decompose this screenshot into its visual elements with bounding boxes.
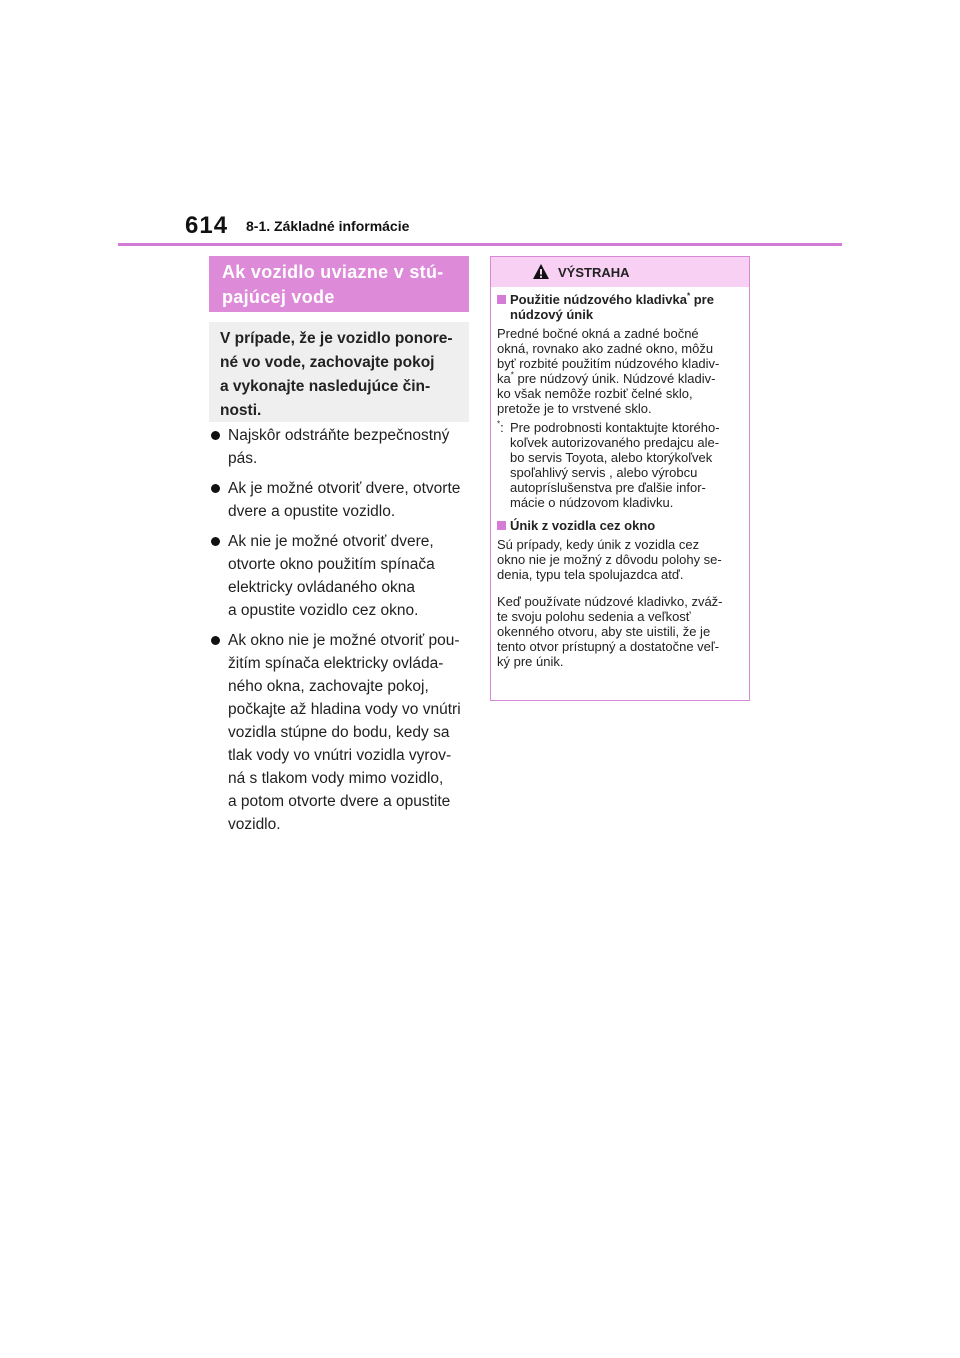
list-item-line: žitím spínača elektricky ovláda- <box>228 655 444 672</box>
list-item <box>209 477 471 523</box>
paragraph-line: okná, rovnako ako zadné okno, môžu <box>497 341 714 356</box>
bullet-icon <box>211 636 220 645</box>
list-item-line: Ak nie je možné otvoriť dvere, <box>228 533 434 550</box>
list-item-line: ného okna, zachovajte pokoj, <box>228 678 429 695</box>
square-bullet-icon <box>497 521 506 530</box>
paragraph-line: ko však nemôže rozbiť čelné sklo, <box>497 386 693 401</box>
list-item <box>209 530 471 622</box>
paragraph-line: tento otvor prístupný a dostatočne veľ- <box>497 639 720 654</box>
intro-line: a vykonajte nasledujúce čin- <box>220 378 431 395</box>
list-item-line: Ak je možné otvoriť dvere, otvorte <box>228 480 461 497</box>
header-rule <box>118 243 842 246</box>
footnote-asterisk: * <box>497 419 501 429</box>
bullet-icon <box>211 537 220 546</box>
paragraph-line: Sú prípady, kedy únik z vozidla cez <box>497 537 700 552</box>
paragraph-line: pretože je to vrstvené sklo. <box>497 401 652 416</box>
paragraph-line: byť rozbité použitím núdzového kladiv- <box>497 356 720 371</box>
footnote-line: autopríslušenstva pre ďalšie infor- <box>510 480 706 495</box>
warning-header <box>491 257 749 287</box>
paragraph-line: te svoju polohu sedenia a veľkosť <box>497 609 691 624</box>
section-title: 8-1. Základné informácie <box>246 218 410 234</box>
bullet-icon <box>211 484 220 493</box>
warning-paragraph <box>497 326 743 416</box>
footnote-line: spoľahlivý servis , alebo výrobcu <box>510 465 698 480</box>
warning-triangle-icon <box>532 263 550 280</box>
page-number: 614 <box>185 212 229 239</box>
intro-line: nosti. <box>220 402 262 419</box>
list-item-line: a opustite vozidlo cez okno. <box>228 602 419 619</box>
section-heading <box>209 256 469 312</box>
list-item-line: otvorte okno použitím spínača <box>228 556 435 573</box>
bullet-icon <box>211 431 220 440</box>
footnote-marker <box>497 420 504 435</box>
subheading-text: Použitie núdzového kladivka <box>510 292 687 307</box>
subheading-text: Únik z vozidla cez okno <box>510 518 656 533</box>
instruction-list <box>209 424 471 843</box>
intro-line: né vo vode, zachovajte pokoj <box>220 354 435 371</box>
paragraph-line: denia, typu tela spolujazdca atď. <box>497 567 684 582</box>
paragraph-text: ka <box>497 371 511 386</box>
paragraph-line: okenného otvoru, aby ste uistili, že je <box>497 624 711 639</box>
warning-subheading <box>497 518 743 533</box>
subheading-text: núdzový únik <box>510 307 594 322</box>
intro-line: V prípade, že je vozidlo ponore- <box>220 330 453 347</box>
footnote-line: koľvek autorizovaného predajcu ale- <box>510 435 720 450</box>
subheading-text: pre <box>690 292 714 307</box>
footnote-line: mácie o núdzovom kladivku. <box>510 495 674 510</box>
warning-paragraph <box>497 537 743 582</box>
list-item-line: elektricky ovládaného okna <box>228 579 415 596</box>
footnote-colon: : <box>500 420 504 435</box>
warning-title: VÝSTRAHA <box>558 265 630 280</box>
list-item-line: dvere a opustite vozidlo. <box>228 503 396 520</box>
list-item-line: ná s tlakom vody mimo vozidlo, <box>228 770 444 787</box>
list-item <box>209 424 471 470</box>
footnote-line: Pre podrobnosti kontaktujte ktorého- <box>510 420 720 435</box>
list-item-line: vozidla stúpne do bodu, kedy sa <box>228 724 450 741</box>
paragraph-line: Keď používate núdzové kladivko, zváž- <box>497 594 723 609</box>
list-item-line: tlak vody vo vnútri vozidla vyrov- <box>228 747 452 764</box>
list-item-line: a potom otvorte dvere a opustite <box>228 793 451 810</box>
footnote-asterisk: * <box>686 291 691 301</box>
paragraph-line: ký pre únik. <box>497 654 564 669</box>
paragraph-line: okno nie je možný z dôvodu polohy se- <box>497 552 722 567</box>
warning-content <box>491 287 749 669</box>
list-item-line: Najskôr odstráňte bezpečnostný <box>228 427 450 444</box>
heading-line: Ak vozidlo uviazne v stú- <box>222 262 444 282</box>
paragraph-text: pre núdzový únik. Núdzové kladiv- <box>513 371 716 386</box>
heading-line: pajúcej vode <box>222 287 335 307</box>
list-item <box>209 629 471 836</box>
list-item-line: vozidlo. <box>228 816 281 833</box>
list-item-line: pás. <box>228 450 258 467</box>
warning-paragraph <box>497 594 743 669</box>
footnote-line: bo servis Toyota, alebo ktorýkoľvek <box>510 450 713 465</box>
list-item-line: počkajte až hladina vody vo vnútri <box>228 701 461 718</box>
square-bullet-icon <box>497 295 506 304</box>
footnote <box>497 420 743 510</box>
warning-subheading <box>497 292 743 322</box>
footnote-asterisk: * <box>510 370 514 380</box>
list-item-line: Ak okno nie je možné otvoriť pou- <box>228 632 460 649</box>
paragraph-line: Predné bočné okná a zadné bočné <box>497 326 699 341</box>
intro-box <box>209 322 469 422</box>
warning-box <box>490 256 750 701</box>
